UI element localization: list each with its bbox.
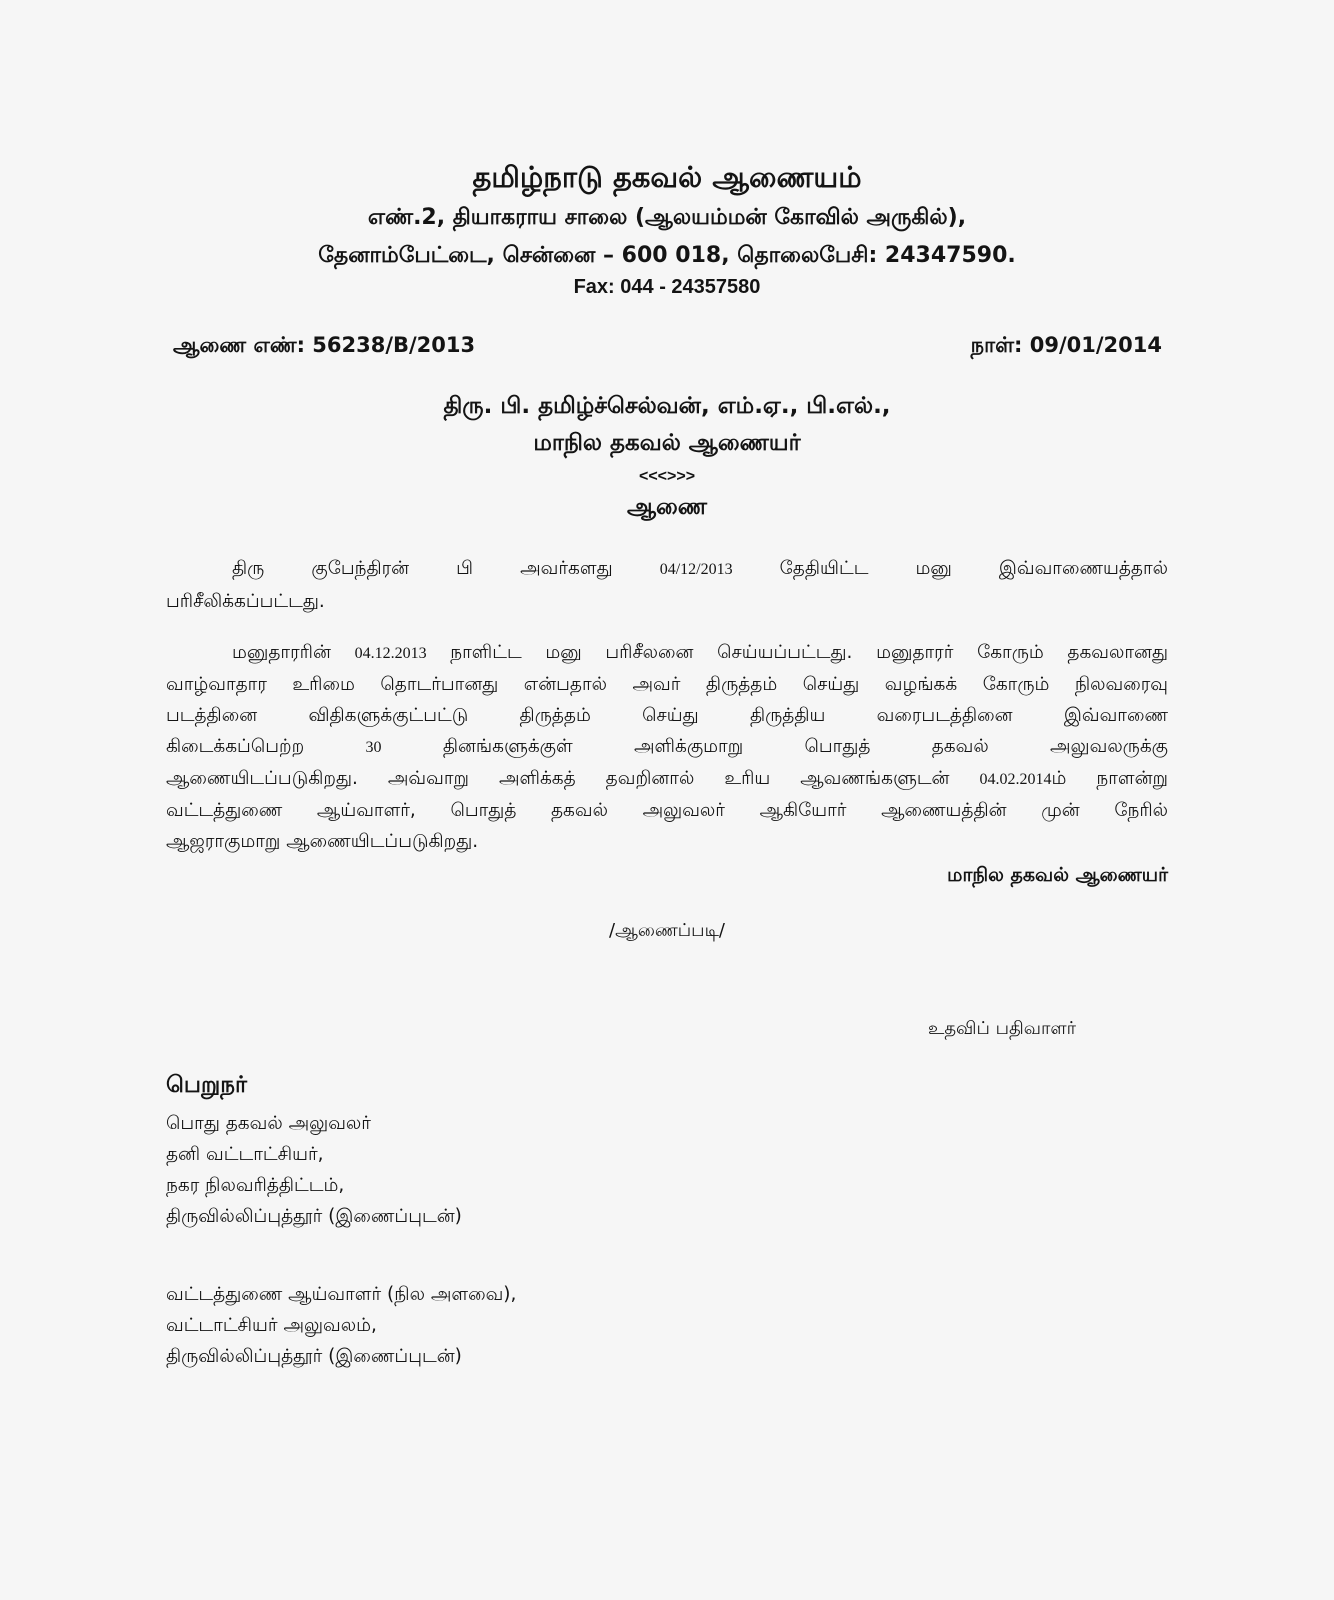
recipient-line: திருவில்லிப்புத்தூர் (இணைப்புடன்) <box>166 1346 462 1367</box>
recipient-line: வட்டத்துணை ஆய்வாளர் (நில அளவை), <box>166 1284 517 1305</box>
paragraph-2-line-7: ஆஜராகுமாறு ஆணையிடப்படுகிறது. <box>166 831 479 852</box>
paragraph-1-line-2: பரிசீலிக்கப்பட்டது. <box>166 591 325 612</box>
recipient-line: தனி வட்டாட்சியர், <box>166 1144 324 1165</box>
recipient-line: பொது தகவல் அலுவலர் <box>166 1113 371 1134</box>
paragraph-1-line-1: திரு குபேந்திரன் பி அவர்களது 04/12/2013 தேதியிட்ட மனு இவ்வாணையத்தால் <box>232 558 1168 579</box>
recipient-line: திருவில்லிப்புத்தூர் (இணைப்புடன்) <box>166 1206 462 1227</box>
office-fax: Fax: 044 - 24357580 <box>573 276 761 298</box>
order-heading: ஆணை <box>626 494 708 520</box>
office-address-line1: எண்.2, தியாகராய சாலை (ஆலயம்மன் கோவில் அருகில்), <box>367 205 967 230</box>
paragraph-1 <box>166 553 1168 618</box>
paragraph-2-line-4: கிடைக்கப்பெற்ற 30 தினங்களுக்குள் அளிக்குமாறு பொதுத் தகவல் அலுவலருக்கு <box>166 736 1168 757</box>
recipients-heading: பெறுநர் <box>166 1072 248 1098</box>
order-number: ஆணை எண்: 56238/B/2013 <box>173 333 476 357</box>
paragraph-2-line-6: வட்டத்துணை ஆய்வாளர், பொதுத் தகவல் அலுவலர் ஆகியோர் ஆணையத்தின் முன் நேரில் <box>166 800 1168 821</box>
by-order-label: /ஆணைப்படி/ <box>609 920 725 941</box>
hearing-date: 04.02.2014 <box>979 771 1052 788</box>
commissioner-title: மாநில தகவல் ஆணையர் <box>533 430 801 456</box>
recipient-group-1 <box>166 1108 462 1232</box>
paragraph-2-line-2: வாழ்வாதார உரிமை தொடர்பானது என்பதால் அவர் திருத்தம் செய்து வழங்கக் கோரும் நிலவரைவு <box>166 674 1168 695</box>
paragraph-2-line-5: ஆணையிடப்படுகிறது. அவ்வாறு அளிக்கத் தவறினால் உரிய ஆவணங்களுடன் 04.02.2014ம் நாளன்று <box>166 768 1168 789</box>
recipient-line: வட்டாட்சியர் அலுவலம், <box>166 1315 377 1336</box>
office-title: தமிழ்நாடு தகவல் ஆணையம் <box>472 160 862 194</box>
recipient-group-2 <box>166 1279 516 1372</box>
commissioner-name: திரு. பி. தமிழ்ச்செல்வன், எம்.ஏ., பி.எல்., <box>443 393 891 419</box>
recipient-line: நகர நிலவரித்திட்டம், <box>166 1175 345 1196</box>
days-count: 30 <box>365 739 382 756</box>
paragraph-2-line-1: மனுதாரரின் 04.12.2013 நாளிட்ட மனு பரிசீலனை செய்யப்பட்டது. மனுதாரர் கோரும் தகவலானது <box>232 642 1168 663</box>
paragraph-2 <box>166 637 1168 857</box>
petition-date: 04/12/2013 <box>659 561 733 578</box>
paragraph-2-line-3: படத்தினை விதிகளுக்குட்பட்டு திருத்தம் செய்து திருத்திய வரைபடத்தினை இவ்வாணை <box>166 705 1168 726</box>
order-date: நாள்: 09/01/2014 <box>970 333 1162 357</box>
signature-title: மாநில தகவல் ஆணையர் <box>947 864 1168 886</box>
petition-date: 04.12.2013 <box>354 645 427 662</box>
office-address-line2: தேனாம்பேட்டை, சென்னை – 600 018, தொலைபேசி: 24347590. <box>318 243 1016 268</box>
assistant-registrar: உதவிப் பதிவாளர் <box>928 1018 1077 1039</box>
separator: <<<>>> <box>638 468 696 485</box>
